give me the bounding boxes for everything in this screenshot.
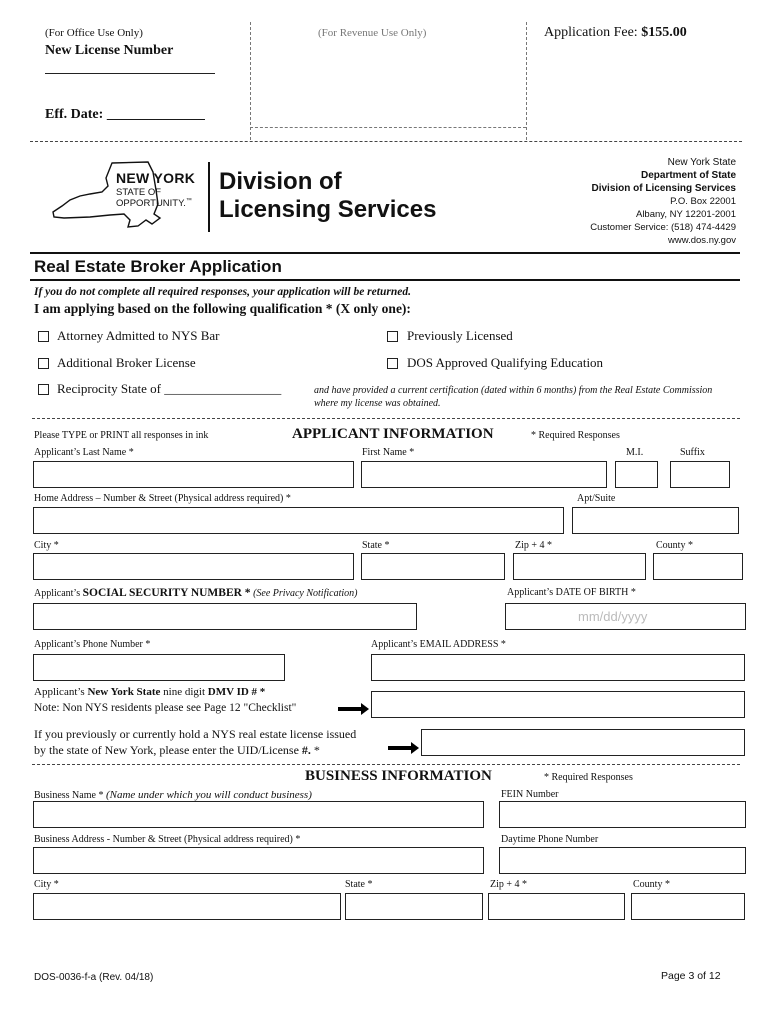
dob-placeholder: mm/dd/yyyy [578,609,648,624]
business-city-input[interactable] [33,893,341,920]
logo-opportunity [116,198,192,209]
dmv-label-mid: nine digit [163,686,205,698]
business-separator [32,764,740,765]
warning-text: If you do not complete all required responses, your application will be returned. [34,286,411,298]
form-title: Real Estate Broker Application [34,257,282,276]
business-address-label: Business Address - Number & Street (Physical address required) * [34,834,301,845]
phone-label: Applicant’s Phone Number * [34,639,151,650]
fee-label: Application Fee: [544,25,638,40]
home-address-input[interactable] [33,507,564,534]
new-license-line [45,73,215,74]
address-line-5: Albany, NY 12201-2001 [635,209,736,220]
dmv-id-input[interactable] [371,691,745,718]
address-line-6: Customer Service: (518) 474-4429 [590,222,736,233]
ssn-label-prefix: Applicant’s [34,588,81,599]
previous-license-label-required: * [313,743,320,757]
revenue-divider [526,22,527,140]
dob-input[interactable] [505,603,746,630]
eff-date-text: Eff. Date: [45,107,104,122]
city-input[interactable] [33,553,354,580]
previously-licensed-label: Previously Licensed [407,328,513,343]
dmv-label-prefix: Applicant’s [34,686,85,698]
additional-broker-label: Additional Broker License [57,355,196,370]
last-name-input[interactable] [33,461,354,488]
revenue-use-label: (For Revenue Use Only) [318,27,427,39]
dmv-label [34,686,265,698]
previous-license-label-2 [34,743,320,758]
first-name-input[interactable] [361,461,607,488]
dmv-note: Note: Non NYS residents please see Page 12 "Checklist" [34,702,297,714]
zip-input[interactable] [513,553,646,580]
reciprocity-label: Reciprocity State of __________________ [57,381,282,396]
business-zip-input[interactable] [488,893,625,920]
business-state-input[interactable] [345,893,483,920]
address-line-1: New York State [667,157,736,168]
city-label: City * [34,540,59,551]
business-name-label-text: Business Name * [34,790,104,801]
business-address-input[interactable] [33,847,484,874]
county-label: County * [656,540,693,551]
address-line-2: Department of State [640,170,736,181]
logo-opportunity-text: OPPORTUNITY. [116,198,186,209]
address-line-3: Division of Licensing Services [591,183,736,194]
division-line-1: Division of [219,168,342,195]
home-address-label: Home Address – Number & Street (Physical address required) * [34,493,291,504]
page-number: Page 3 of 12 [661,970,721,982]
office-use-label: (For Office Use Only) [45,27,143,39]
title-bottom-rule [30,279,740,281]
ssn-input[interactable] [33,603,417,630]
previous-license-label-text: by the state of New York, please enter the UID/License [34,743,299,757]
business-required-note: * Required Responses [544,772,633,783]
zip-label: Zip + 4 * [515,540,553,551]
new-license-label: New License Number [45,43,174,58]
reciprocity-checkbox[interactable] [38,384,49,395]
business-state-label: State * [345,879,373,890]
apt-suite-label: Apt/Suite [577,493,616,504]
revenue-bottom-line [250,127,526,128]
email-label: Applicant’s EMAIL ADDRESS * [371,639,506,650]
logo-divider [208,162,210,232]
dos-education-checkbox[interactable] [387,358,398,369]
last-name-label: Applicant’s Last Name * [34,447,134,458]
uid-arrow-icon [388,746,412,750]
logo-state-of: STATE OF [116,187,162,198]
business-city-label: City * [34,879,59,890]
business-county-input[interactable] [631,893,745,920]
type-print-instructions: Please TYPE or PRINT all responses in ink [34,430,209,441]
application-fee [544,25,687,41]
form-id: DOS-0036-f-a (Rev. 04/18) [34,972,154,983]
dmv-label-id: DMV ID # * [207,686,266,698]
ssn-privacy-note: (See Privacy Notification) [253,588,358,599]
mi-input[interactable] [615,461,658,488]
dmv-arrow-icon [338,707,362,711]
previous-license-label-1: If you previously or currently hold a NYS real estate license issued [34,727,357,741]
previously-licensed-checkbox[interactable] [387,331,398,342]
dmv-label-state: New York State [87,686,161,698]
suffix-label: Suffix [680,447,705,458]
business-county-label: County * [633,879,670,890]
logo-new-york: NEW YORK [116,170,196,186]
county-input[interactable] [653,553,743,580]
eff-date-label [45,107,205,123]
attorney-checkbox[interactable] [38,331,49,342]
daytime-phone-label: Daytime Phone Number [501,834,599,845]
title-top-rule [30,252,740,254]
fein-input[interactable] [499,801,746,828]
previous-license-label-bold: #. [301,743,311,757]
business-heading: BUSINESS INFORMATION [305,768,492,784]
fein-label: FEIN Number [501,789,559,800]
header-separator [30,141,742,142]
dos-education-label: DOS Approved Qualifying Education [407,355,604,370]
first-name-label: First Name * [362,447,415,458]
business-name-input[interactable] [33,801,484,828]
address-line-4: P.O. Box 22001 [670,196,736,207]
attorney-label: Attorney Admitted to NYS Bar [57,328,220,343]
fee-amount: $155.00 [641,25,687,40]
office-divider [250,22,251,140]
business-name-note: (Name under which you will conduct business) [105,789,312,801]
logo-trademark: ™ [185,198,192,204]
division-line-2: Licensing Services [219,196,437,223]
agency-address [590,156,736,247]
options-separator [32,418,740,419]
ssn-label-bold: SOCIAL SECURITY NUMBER * [82,587,251,599]
suffix-input[interactable] [670,461,730,488]
apt-suite-input[interactable] [572,507,739,534]
certification-note: and have provided a current certification (dated within 6 months) from the Real Estate Commission where my license was obtained. [314,385,713,409]
daytime-phone-input[interactable] [499,847,746,874]
dob-label: Applicant’s DATE OF BIRTH * [507,587,636,598]
address-line-7: www.dos.ny.gov [668,235,736,246]
phone-input[interactable] [33,654,285,681]
uid-license-input[interactable] [421,729,745,756]
ssn-label [34,587,357,599]
email-input[interactable] [371,654,745,681]
applicant-required-note: * Required Responses [531,430,620,441]
mi-label: M.I. [626,447,644,458]
state-input[interactable] [361,553,505,580]
applicant-heading: APPLICANT INFORMATION [292,426,494,442]
state-label: State * [362,540,390,551]
business-name-label [34,789,312,801]
business-zip-label: Zip + 4 * [490,879,528,890]
qualification-text: I am applying based on the following qualification * (X only one): [34,301,411,316]
additional-broker-checkbox[interactable] [38,358,49,369]
eff-date-blank: ______________ [106,107,205,122]
